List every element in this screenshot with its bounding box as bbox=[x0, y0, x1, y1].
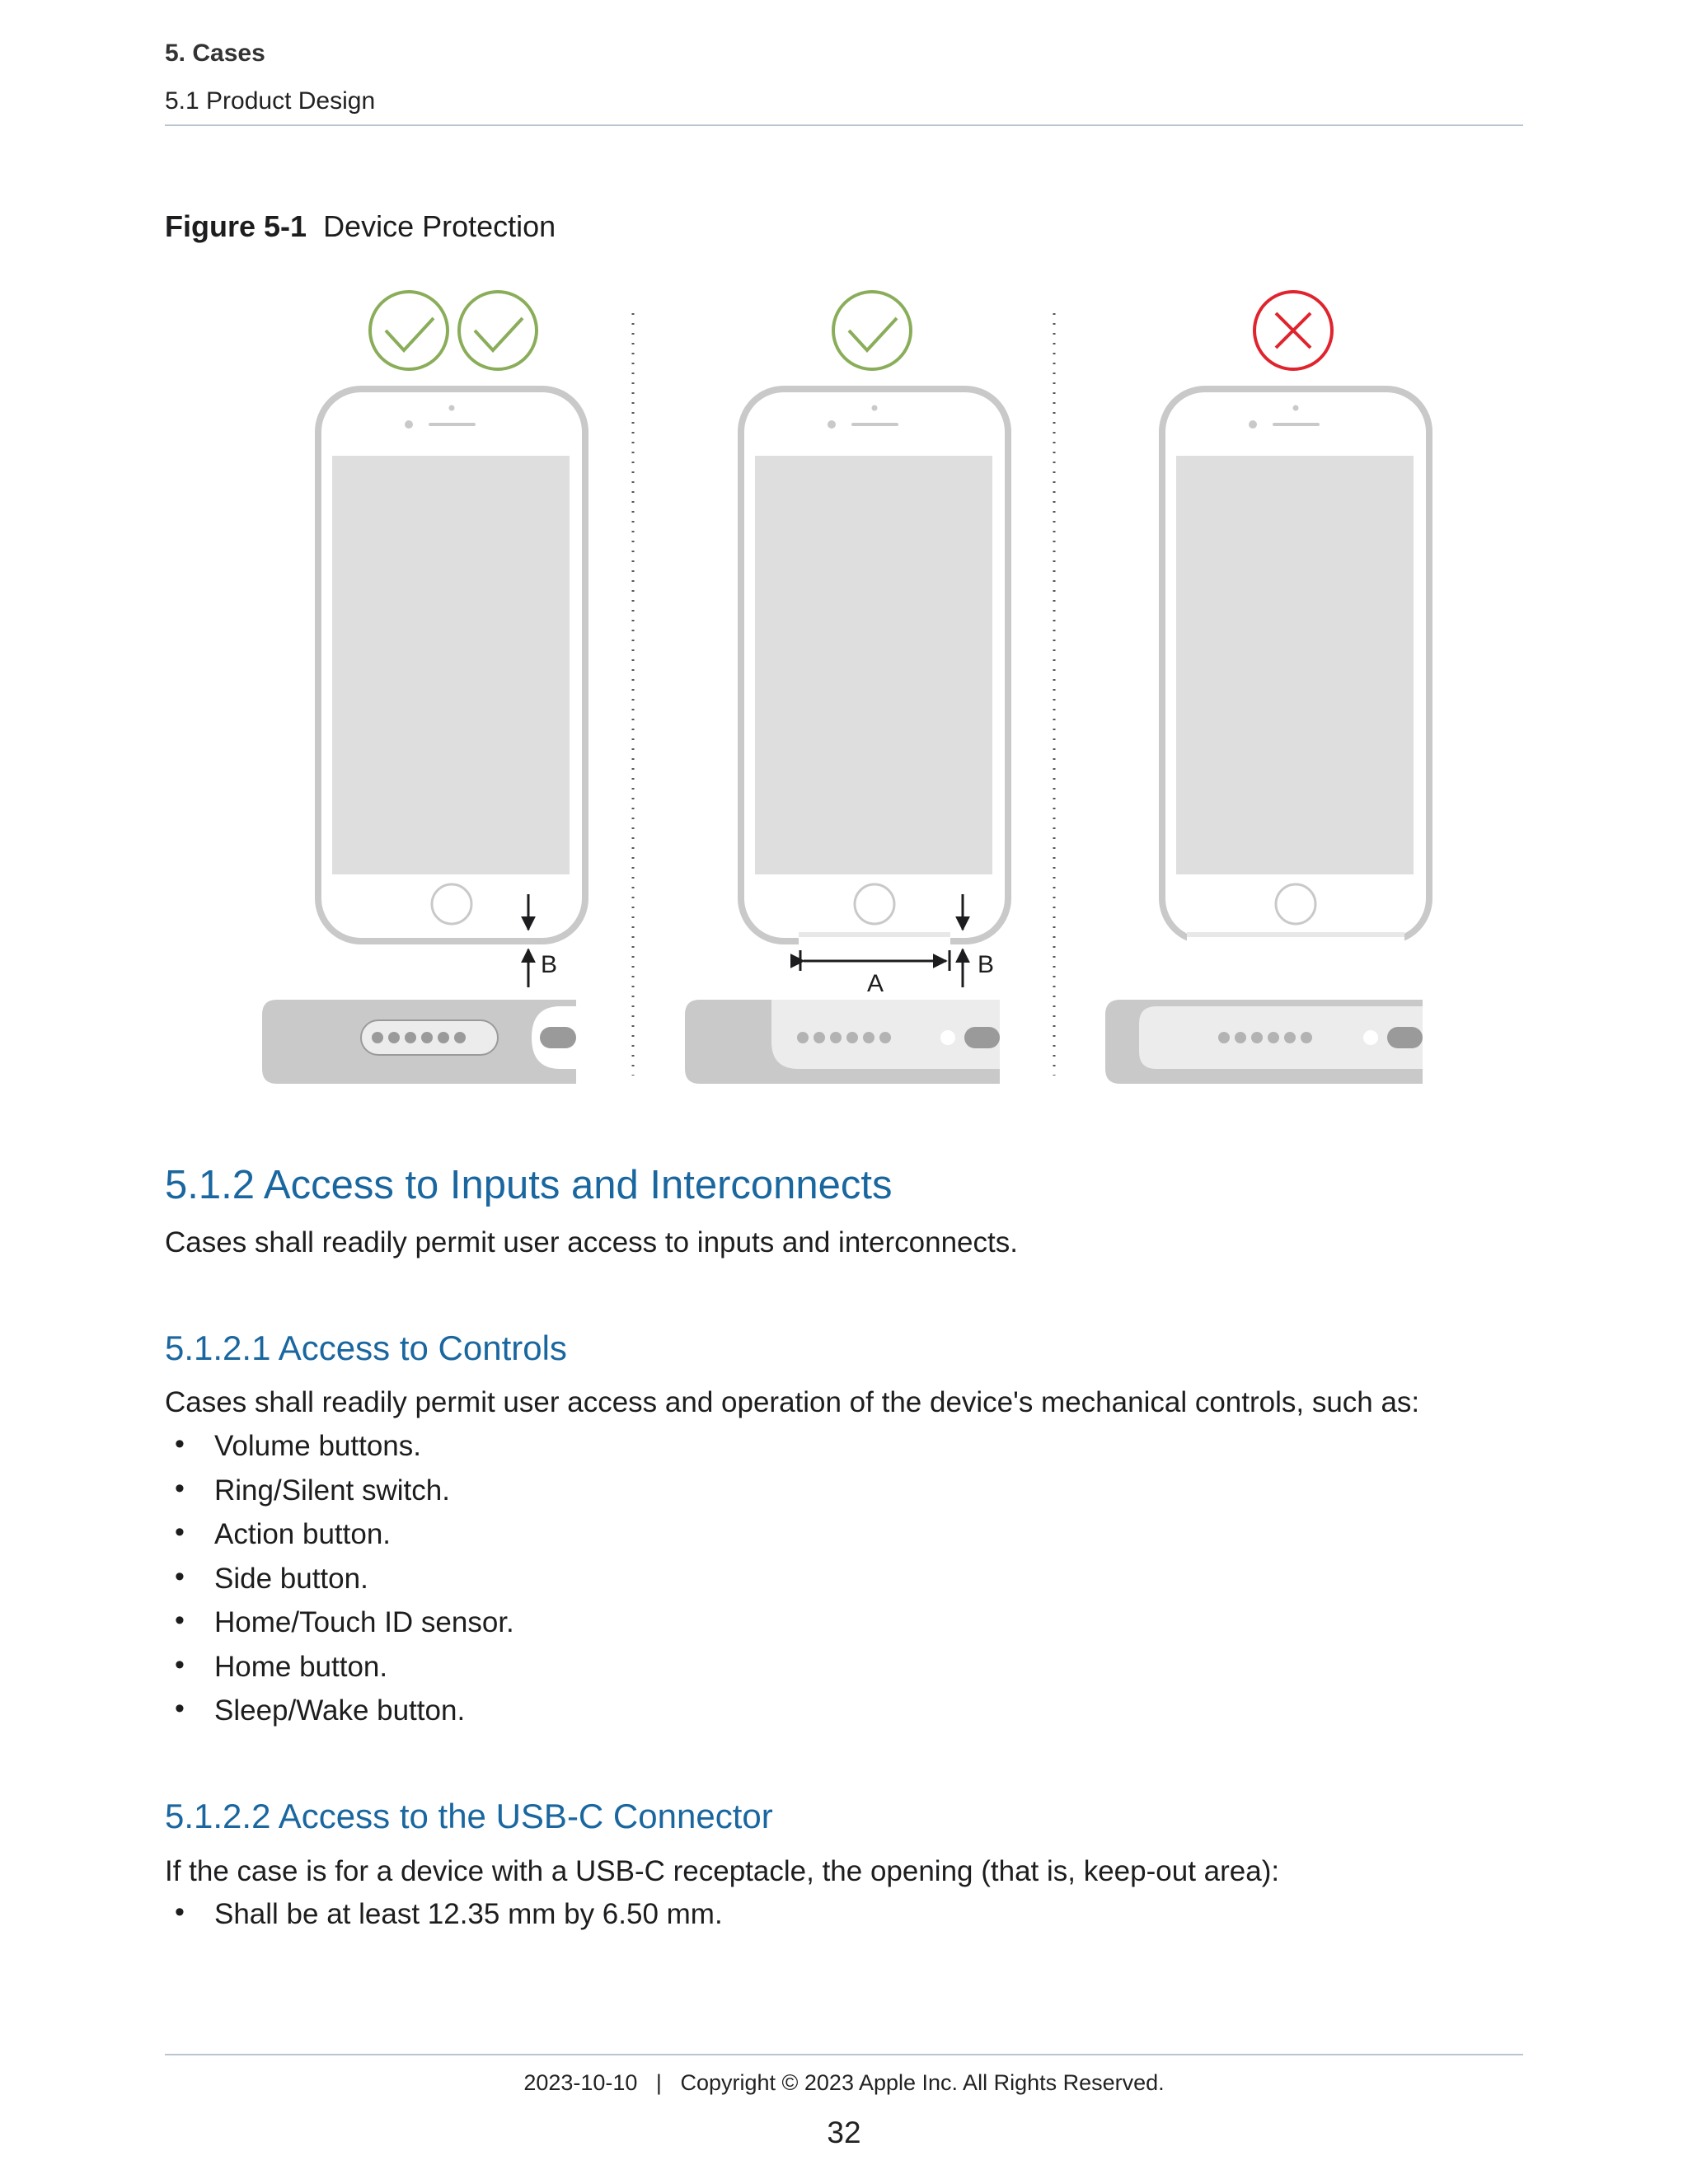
bottom-view-3 bbox=[1105, 1000, 1423, 1084]
list-item: • Home/Touch ID sensor. bbox=[165, 1601, 514, 1645]
phone-illustration-2 bbox=[741, 389, 1008, 948]
usb-c-bullet-list bbox=[165, 1892, 723, 1937]
bottom-view-2 bbox=[685, 1000, 1000, 1084]
footer-divider bbox=[165, 2054, 1523, 2055]
figure-title: Device Protection bbox=[323, 209, 556, 243]
section-heading-5-1-2-2: 5.1.2.2 Access to the USB-C Connector bbox=[165, 1797, 773, 1835]
section-body-5-1-2-2: If the case is for a device with a USB-C receptacle, the opening (that is, keep-out area): bbox=[165, 1855, 1280, 1887]
section-heading-5-1-2-1: 5.1.2.1 Access to Controls bbox=[165, 1329, 567, 1367]
section-body-5-1-2-1: Cases shall readily permit user access and operation of the device's mechanical controls, such as: bbox=[165, 1386, 1420, 1418]
dimension-label-a: A bbox=[867, 970, 884, 997]
footer-copyright: 2023-10-10 | Copyright © 2023 Apple Inc. All Rights Reserved. bbox=[523, 2070, 1165, 2095]
list-item: • Side button. bbox=[165, 1557, 514, 1601]
figure-label: Figure 5-1 bbox=[165, 209, 307, 243]
page-number: 32 bbox=[827, 2116, 861, 2149]
check-icon bbox=[459, 292, 537, 369]
list-item: • Shall be at least 12.35 mm by 6.50 mm. bbox=[165, 1892, 723, 1937]
list-item: • Volume buttons. bbox=[165, 1424, 514, 1469]
check-icon bbox=[833, 292, 911, 369]
phone-illustration-1 bbox=[318, 389, 585, 941]
header-section: 5.1 Product Design bbox=[165, 87, 376, 115]
bottom-view-1 bbox=[262, 1000, 576, 1084]
header-chapter: 5. Cases bbox=[165, 40, 265, 67]
section-heading-5-1-2: 5.1.2 Access to Inputs and Interconnects bbox=[165, 1163, 893, 1207]
controls-bullet-list bbox=[165, 1424, 514, 1733]
dimension-label-b: B bbox=[541, 951, 558, 978]
list-item: • Action button. bbox=[165, 1512, 514, 1557]
cross-icon bbox=[1254, 292, 1332, 369]
list-item: • Ring/Silent switch. bbox=[165, 1469, 514, 1513]
section-body-5-1-2: Cases shall readily permit user access to inputs and interconnects. bbox=[165, 1226, 1018, 1258]
dimension-a-marker bbox=[800, 950, 950, 971]
list-item: • Sleep/Wake button. bbox=[165, 1689, 514, 1733]
figure-caption bbox=[165, 209, 556, 244]
phone-illustration-3 bbox=[1162, 389, 1429, 948]
list-item: • Home button. bbox=[165, 1645, 514, 1690]
device-protection-figure bbox=[0, 272, 1688, 1096]
check-icon bbox=[370, 292, 448, 369]
header-divider bbox=[165, 124, 1523, 126]
dimension-label-b: B bbox=[978, 951, 995, 978]
